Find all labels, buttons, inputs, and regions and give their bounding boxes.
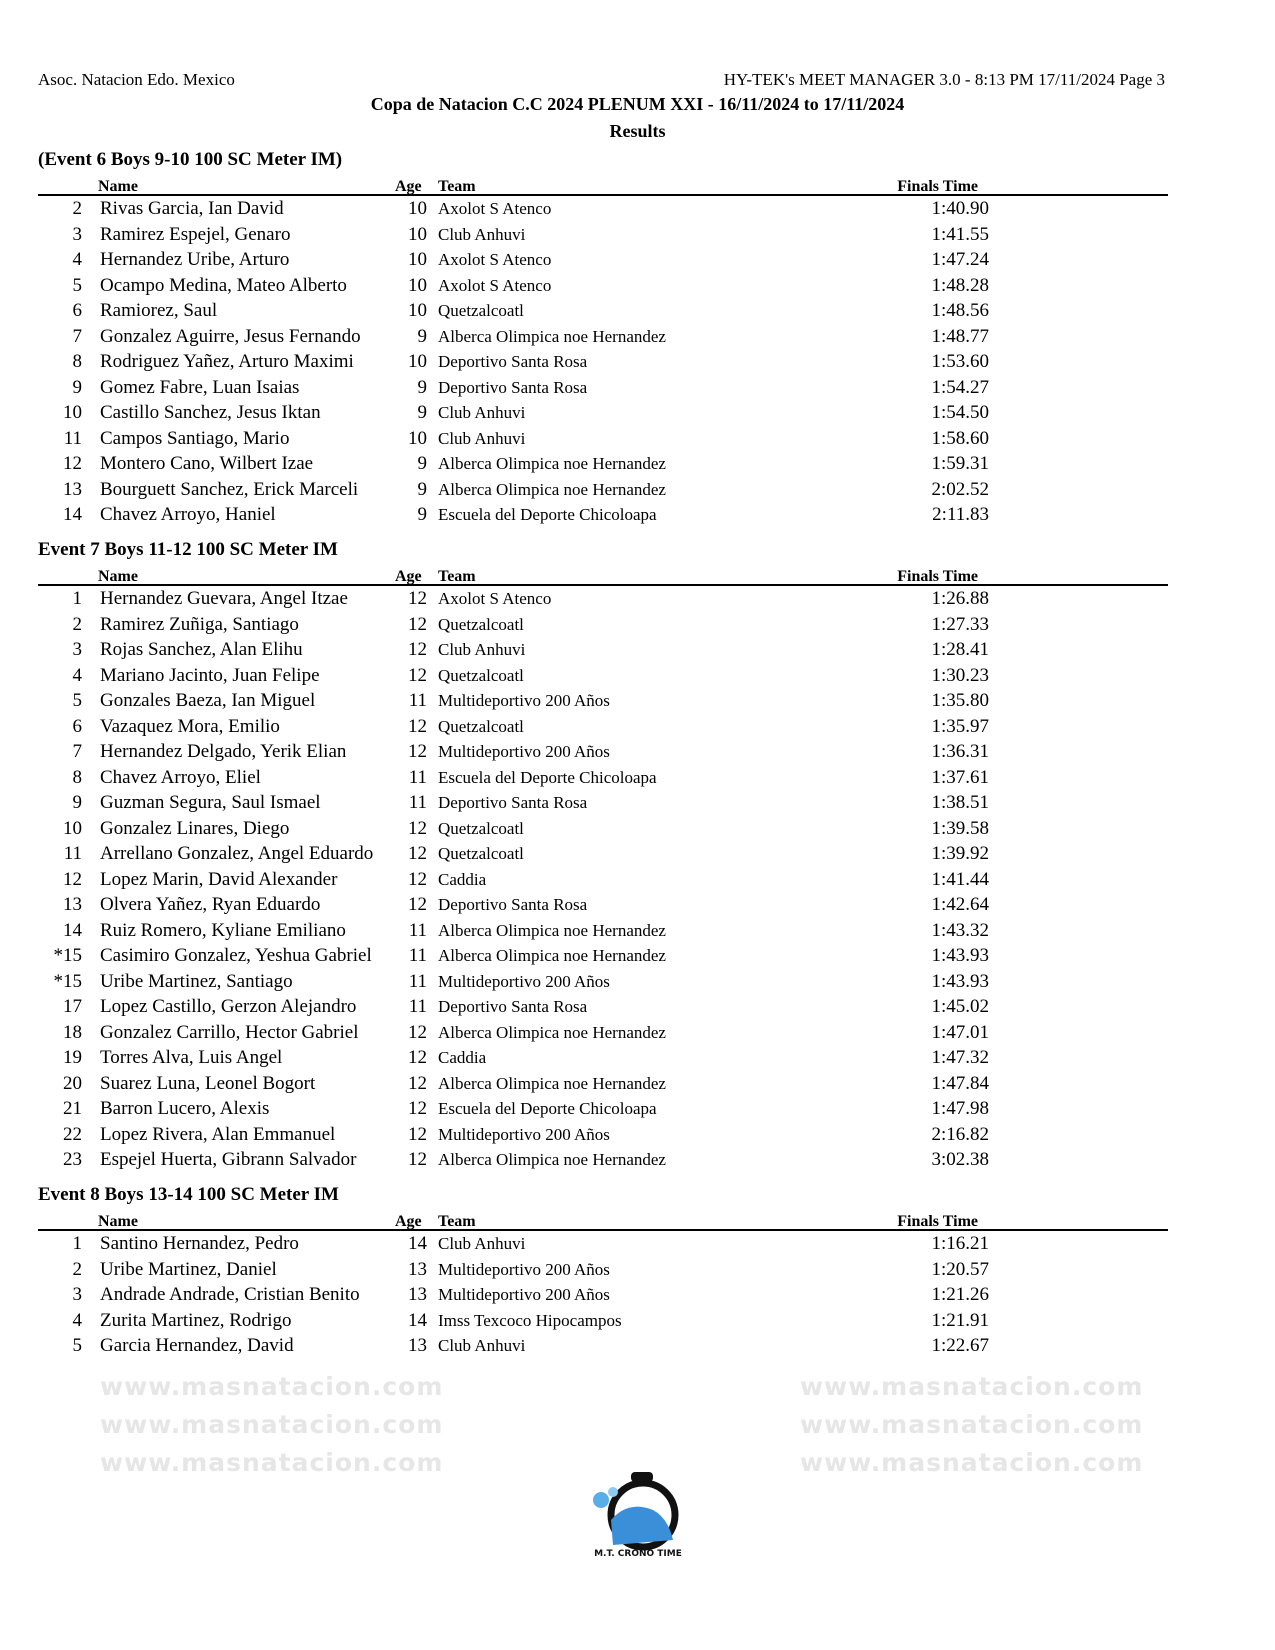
- col-finals-time: Finals Time: [897, 1213, 978, 1230]
- result-row: [38, 196, 1168, 222]
- place: 5: [72, 1335, 82, 1356]
- finals-time: 1:54.50: [931, 402, 989, 423]
- place: 10: [63, 817, 82, 839]
- result-row: [38, 324, 1168, 350]
- column-header: [38, 172, 1168, 196]
- event-title: Event 7 Boys 11-12 100 SC Meter IM: [38, 539, 338, 560]
- team: Escuela del Deporte Chicoloapa: [438, 1099, 657, 1118]
- team: Multideportivo 200 Años: [438, 1259, 610, 1279]
- finals-time: 1:47.98: [931, 1098, 989, 1119]
- swimmer-name: Ocampo Medina, Mateo Alberto: [100, 274, 347, 296]
- age: 12: [408, 817, 427, 839]
- result-row: [38, 1071, 1168, 1097]
- place: 3: [72, 223, 82, 245]
- result-row: [38, 1231, 1168, 1257]
- result-row: [38, 1333, 1168, 1359]
- place: 9: [72, 792, 82, 813]
- result-row: [38, 451, 1168, 477]
- age: 9: [417, 453, 427, 474]
- age: 12: [408, 1149, 427, 1170]
- swimmer-name: Rivas Garcia, Ian David: [100, 198, 284, 219]
- swimmer-name: Garcia Hernandez, David: [100, 1335, 294, 1356]
- swimmer-name: Lopez Castillo, Gerzon Alejandro: [100, 996, 357, 1017]
- place: 5: [72, 274, 82, 296]
- place: 6: [72, 300, 82, 321]
- swimmer-name: Gonzalez Aguirre, Jesus Fernando: [100, 325, 361, 347]
- finals-time: 1:22.67: [931, 1335, 989, 1356]
- team: Axolot S Atenco: [438, 275, 552, 295]
- team: Quetzalcoatl: [438, 844, 524, 863]
- swimmer-name: Ramiorez, Saul: [100, 300, 218, 321]
- result-row: [38, 1096, 1168, 1122]
- swimmer-name: Campos Santiago, Mario: [100, 427, 290, 449]
- result-row: [38, 426, 1168, 452]
- finals-time: 1:59.31: [931, 453, 989, 474]
- age: 11: [408, 766, 427, 788]
- age: 13: [408, 1284, 427, 1305]
- age: 11: [408, 690, 427, 711]
- swimmer-name: Uribe Martinez, Daniel: [100, 1258, 277, 1280]
- finals-time: 2:11.83: [932, 504, 989, 525]
- result-row: [38, 918, 1168, 944]
- col-age: Age: [395, 1213, 422, 1230]
- age: 12: [408, 1047, 427, 1068]
- age: 10: [408, 249, 427, 270]
- place: 7: [72, 325, 82, 347]
- event-title: Event 8 Boys 13-14 100 SC Meter IM: [38, 1184, 339, 1205]
- result-row: [38, 477, 1168, 503]
- finals-time: 1:35.97: [931, 715, 989, 737]
- place: 2: [72, 613, 82, 635]
- finals-time: 3:02.38: [931, 1149, 989, 1170]
- place: 3: [72, 639, 82, 660]
- results-subtitle: Results: [609, 121, 666, 141]
- swimmer-name: Gonzalez Carrillo, Hector Gabriel: [100, 1021, 359, 1043]
- team: Caddia: [438, 869, 487, 889]
- col-name: Name: [98, 568, 138, 585]
- age: 13: [408, 1335, 427, 1356]
- place: 22: [63, 1123, 82, 1145]
- team: Axolot S Atenco: [438, 199, 552, 218]
- team: Alberca Olimpica noe Hernandez: [438, 1073, 666, 1093]
- finals-time: 1:42.64: [931, 894, 989, 915]
- finals-time: 1:35.80: [931, 690, 989, 711]
- event-section: [38, 1183, 1168, 1359]
- swimmer-name: Lopez Marin, David Alexander: [100, 868, 338, 890]
- swimmer-name: Torres Alva, Luis Angel: [100, 1047, 283, 1068]
- place: *15: [53, 945, 82, 966]
- result-row: [38, 349, 1168, 375]
- result-row: [38, 1308, 1168, 1334]
- result-row: [38, 222, 1168, 248]
- finals-time: 1:45.02: [931, 996, 989, 1017]
- age: 10: [408, 427, 427, 449]
- age: 9: [417, 402, 427, 423]
- age: 11: [408, 919, 427, 941]
- place: 4: [72, 249, 82, 270]
- event-section: [38, 538, 1168, 1173]
- place: 6: [72, 715, 82, 737]
- result-row: [38, 502, 1168, 528]
- result-row: [38, 739, 1168, 765]
- finals-time: 1:21.91: [931, 1309, 989, 1331]
- age: 12: [408, 1098, 427, 1119]
- swimmer-name: Guzman Segura, Saul Ismael: [100, 792, 321, 813]
- swimmer-name: Montero Cano, Wilbert Izae: [100, 453, 314, 474]
- swimmer-name: Arrellano Gonzalez, Angel Eduardo: [100, 843, 374, 864]
- meet-title: Copa de Natacion C.C 2024 PLENUM XXI - 16/11/2024 to 17/11/2024: [370, 94, 905, 114]
- swimmer-name: Andrade Andrade, Cristian Benito: [100, 1284, 360, 1305]
- team: Alberca Olimpica noe Hernandez: [438, 479, 666, 499]
- team: Club Anhuvi: [438, 403, 526, 422]
- place: 8: [72, 351, 82, 372]
- watermark: www.masnatacion.com: [100, 1448, 444, 1477]
- age: 11: [408, 792, 427, 813]
- swimmer-name: Hernandez Delgado, Yerik Elian: [100, 741, 347, 762]
- finals-time: 1:41.44: [931, 868, 989, 890]
- team: Escuela del Deporte Chicoloapa: [438, 767, 657, 787]
- finals-time: 1:39.92: [931, 843, 989, 864]
- team: Deportivo Santa Rosa: [438, 895, 588, 914]
- finals-time: 1:36.31: [931, 741, 989, 762]
- team: Quetzalcoatl: [438, 301, 524, 320]
- team: Multideportivo 200 Años: [438, 691, 610, 710]
- swimmer-name: Ramirez Zuñiga, Santiago: [100, 613, 299, 635]
- result-row: [38, 1045, 1168, 1071]
- place: 4: [72, 1309, 82, 1331]
- finals-time: 1:37.61: [931, 766, 989, 788]
- team: Caddia: [438, 1048, 487, 1067]
- team: Multideportivo 200 Años: [438, 1285, 610, 1304]
- event-title: (Event 6 Boys 9-10 100 SC Meter IM): [38, 149, 343, 170]
- place: 2: [72, 1258, 82, 1280]
- team: Alberca Olimpica noe Hernandez: [438, 326, 666, 346]
- finals-time: 1:48.28: [931, 274, 989, 296]
- finals-time: 1:58.60: [931, 427, 989, 449]
- place: 8: [72, 766, 82, 788]
- age: 12: [408, 868, 427, 890]
- finals-time: 1:47.32: [931, 1047, 989, 1068]
- age: 12: [408, 843, 427, 864]
- team: Multideportivo 200 Años: [438, 742, 610, 761]
- age: 9: [417, 376, 427, 398]
- place: 9: [72, 376, 82, 398]
- age: 12: [408, 715, 427, 737]
- team: Quetzalcoatl: [438, 716, 524, 736]
- finals-time: 1:47.01: [931, 1021, 989, 1043]
- team: Deportivo Santa Rosa: [438, 377, 588, 397]
- finals-time: 1:28.41: [931, 639, 989, 660]
- result-row: [38, 1282, 1168, 1308]
- place: 3: [72, 1284, 82, 1305]
- team: Deportivo Santa Rosa: [438, 352, 588, 371]
- place: 7: [72, 741, 82, 762]
- place: 11: [63, 427, 82, 449]
- team: Club Anhuvi: [438, 640, 526, 659]
- age: 11: [408, 996, 427, 1017]
- result-row: [38, 867, 1168, 893]
- result-row: [38, 637, 1168, 663]
- team: Quetzalcoatl: [438, 665, 524, 685]
- age: 10: [408, 300, 427, 321]
- result-row: [38, 688, 1168, 714]
- finals-time: 1:20.57: [931, 1258, 989, 1280]
- swimmer-name: Espejel Huerta, Gibrann Salvador: [100, 1149, 357, 1170]
- col-finals-time: Finals Time: [897, 178, 978, 195]
- finals-time: 1:41.55: [931, 223, 989, 245]
- age: 12: [408, 1021, 427, 1043]
- place: 12: [63, 453, 82, 474]
- swimmer-name: Hernandez Uribe, Arturo: [100, 249, 290, 270]
- finals-time: 1:53.60: [931, 351, 989, 372]
- finals-time: 1:43.32: [931, 919, 989, 941]
- place: 21: [63, 1098, 82, 1119]
- result-row: [38, 994, 1168, 1020]
- swimmer-name: Mariano Jacinto, Juan Felipe: [100, 664, 320, 686]
- age: 12: [408, 639, 427, 660]
- result-row: [38, 765, 1168, 791]
- event-section: [38, 148, 1168, 528]
- age: 10: [408, 351, 427, 372]
- team: Club Anhuvi: [438, 428, 526, 448]
- result-row: [38, 247, 1168, 273]
- finals-time: 1:43.93: [931, 970, 989, 992]
- place: *15: [53, 970, 82, 992]
- team: Alberca Olimpica noe Hernandez: [438, 454, 666, 473]
- age: 12: [408, 1123, 427, 1145]
- watermark: www.masnatacion.com: [800, 1372, 1144, 1401]
- result-row: [38, 790, 1168, 816]
- result-row: [38, 612, 1168, 638]
- finals-time: 1:21.26: [931, 1284, 989, 1305]
- swimmer-name: Casimiro Gonzalez, Yeshua Gabriel: [100, 945, 372, 966]
- team: Club Anhuvi: [438, 224, 526, 244]
- age: 9: [417, 504, 427, 525]
- swimmer-name: Suarez Luna, Leonel Bogort: [100, 1072, 316, 1094]
- swimmer-name: Castillo Sanchez, Jesus Iktan: [100, 402, 321, 423]
- team: Quetzalcoatl: [438, 614, 524, 634]
- organization-name: Asoc. Natacion Edo. Mexico: [38, 70, 235, 89]
- age: 10: [408, 198, 427, 219]
- software-info: HY-TEK's MEET MANAGER 3.0 - 8:13 PM 17/11/2024 Page 3: [723, 70, 1165, 89]
- place: 14: [63, 504, 82, 525]
- swimmer-name: Gonzales Baeza, Ian Miguel: [100, 690, 316, 711]
- place: 4: [72, 664, 82, 686]
- team: Alberca Olimpica noe Hernandez: [438, 1150, 666, 1169]
- age: 12: [408, 1072, 427, 1094]
- team: Axolot S Atenco: [438, 589, 552, 608]
- result-row: [38, 816, 1168, 842]
- age: 13: [408, 1258, 427, 1280]
- place: 12: [63, 868, 82, 890]
- age: 9: [417, 478, 427, 500]
- result-row: [38, 400, 1168, 426]
- age: 11: [408, 970, 427, 992]
- column-header: [38, 1207, 1168, 1231]
- place: 14: [63, 919, 82, 941]
- result-row: [38, 969, 1168, 995]
- swimmer-name: Barron Lucero, Alexis: [100, 1098, 270, 1119]
- watermark: www.masnatacion.com: [100, 1372, 444, 1401]
- swimmer-name: Vazaquez Mora, Emilio: [100, 715, 280, 737]
- age: 12: [408, 664, 427, 686]
- col-age: Age: [395, 178, 422, 195]
- place: 10: [63, 402, 82, 423]
- age: 12: [408, 588, 427, 609]
- team: Escuela del Deporte Chicoloapa: [438, 505, 657, 524]
- finals-time: 1:43.93: [931, 945, 989, 966]
- swimmer-name: Olvera Yañez, Ryan Eduardo: [100, 894, 321, 915]
- place: 17: [63, 996, 82, 1017]
- result-row: [38, 298, 1168, 324]
- col-team: Team: [438, 568, 476, 585]
- result-row: [38, 1020, 1168, 1046]
- watermark: www.masnatacion.com: [100, 1410, 444, 1439]
- result-row: [38, 892, 1168, 918]
- place: 1: [72, 1233, 82, 1254]
- age: 12: [408, 894, 427, 915]
- swimmer-name: Santino Hernandez, Pedro: [100, 1233, 299, 1254]
- age: 14: [408, 1309, 427, 1331]
- col-age: Age: [395, 568, 422, 585]
- svg-text:M.T. CRONO TIME: M.T. CRONO TIME: [594, 1549, 682, 1559]
- team: Alberca Olimpica noe Hernandez: [438, 1022, 666, 1042]
- finals-time: 1:48.77: [931, 325, 989, 347]
- age: 12: [408, 613, 427, 635]
- swimmer-name: Bourguett Sanchez, Erick Marceli: [100, 478, 359, 500]
- col-finals-time: Finals Time: [897, 568, 978, 585]
- finals-time: 1:26.88: [931, 588, 989, 609]
- finals-time: 1:38.51: [931, 792, 989, 813]
- place: 11: [63, 843, 82, 864]
- crono-time-logo: [583, 1470, 693, 1560]
- result-row: [38, 1122, 1168, 1148]
- swimmer-name: Zurita Martinez, Rodrigo: [100, 1309, 292, 1331]
- result-row: [38, 714, 1168, 740]
- column-header: [38, 562, 1168, 586]
- swimmer-name: Gomez Fabre, Luan Isaias: [100, 376, 300, 398]
- place: 19: [63, 1047, 82, 1068]
- team: Imss Texcoco Hipocampos: [438, 1310, 622, 1330]
- result-row: [38, 273, 1168, 299]
- swimmer-name: Ruiz Romero, Kyliane Emiliano: [100, 919, 346, 941]
- result-row: [38, 1147, 1168, 1173]
- col-team: Team: [438, 1213, 476, 1230]
- age: 10: [408, 274, 427, 296]
- finals-time: 1:16.21: [931, 1233, 989, 1254]
- team: Multideportivo 200 Años: [438, 971, 610, 991]
- watermark: www.masnatacion.com: [800, 1410, 1144, 1439]
- age: 10: [408, 223, 427, 245]
- result-row: [38, 841, 1168, 867]
- team: Deportivo Santa Rosa: [438, 793, 588, 812]
- watermark: www.masnatacion.com: [800, 1448, 1144, 1477]
- team: Club Anhuvi: [438, 1234, 526, 1253]
- team: Alberca Olimpica noe Hernandez: [438, 920, 666, 940]
- place: 5: [72, 690, 82, 711]
- team: Multideportivo 200 Años: [438, 1124, 610, 1144]
- col-name: Name: [98, 178, 138, 195]
- finals-time: 1:47.24: [931, 249, 989, 270]
- place: 20: [63, 1072, 82, 1094]
- finals-time: 2:16.82: [931, 1123, 989, 1145]
- result-row: [38, 943, 1168, 969]
- place: 18: [63, 1021, 82, 1043]
- swimmer-name: Chavez Arroyo, Eliel: [100, 766, 261, 788]
- col-team: Team: [438, 178, 476, 195]
- finals-time: 1:39.58: [931, 817, 989, 839]
- finals-time: 1:30.23: [931, 664, 989, 686]
- place: 2: [72, 198, 82, 219]
- swimmer-name: Gonzalez Linares, Diego: [100, 817, 290, 839]
- swimmer-name: Uribe Martinez, Santiago: [100, 970, 293, 992]
- place: 13: [63, 478, 82, 500]
- team: Club Anhuvi: [438, 1336, 526, 1355]
- swimmer-name: Rojas Sanchez, Alan Elihu: [100, 639, 303, 660]
- finals-time: 1:27.33: [931, 613, 989, 635]
- swimmer-name: Hernandez Guevara, Angel Itzae: [100, 588, 348, 609]
- age: 14: [408, 1233, 427, 1254]
- place: 1: [72, 588, 82, 609]
- age: 9: [417, 325, 427, 347]
- swimmer-name: Lopez Rivera, Alan Emmanuel: [100, 1123, 336, 1145]
- place: 23: [63, 1149, 82, 1170]
- team: Quetzalcoatl: [438, 818, 524, 838]
- finals-time: 1:48.56: [931, 300, 989, 321]
- age: 12: [408, 741, 427, 762]
- finals-time: 2:02.52: [931, 478, 989, 500]
- result-row: [38, 586, 1168, 612]
- finals-time: 1:47.84: [931, 1072, 989, 1094]
- age: 11: [408, 945, 427, 966]
- swimmer-name: Rodriguez Yañez, Arturo Maximi: [100, 351, 354, 372]
- result-row: [38, 375, 1168, 401]
- col-name: Name: [98, 1213, 138, 1230]
- place: 13: [63, 894, 82, 915]
- swimmer-name: Chavez Arroyo, Haniel: [100, 504, 276, 525]
- team: Deportivo Santa Rosa: [438, 997, 588, 1016]
- team: Axolot S Atenco: [438, 250, 552, 269]
- finals-time: 1:54.27: [931, 376, 989, 398]
- finals-time: 1:40.90: [931, 198, 989, 219]
- result-row: [38, 1257, 1168, 1283]
- team: Alberca Olimpica noe Hernandez: [438, 946, 666, 965]
- swimmer-name: Ramirez Espejel, Genaro: [100, 223, 291, 245]
- result-row: [38, 663, 1168, 689]
